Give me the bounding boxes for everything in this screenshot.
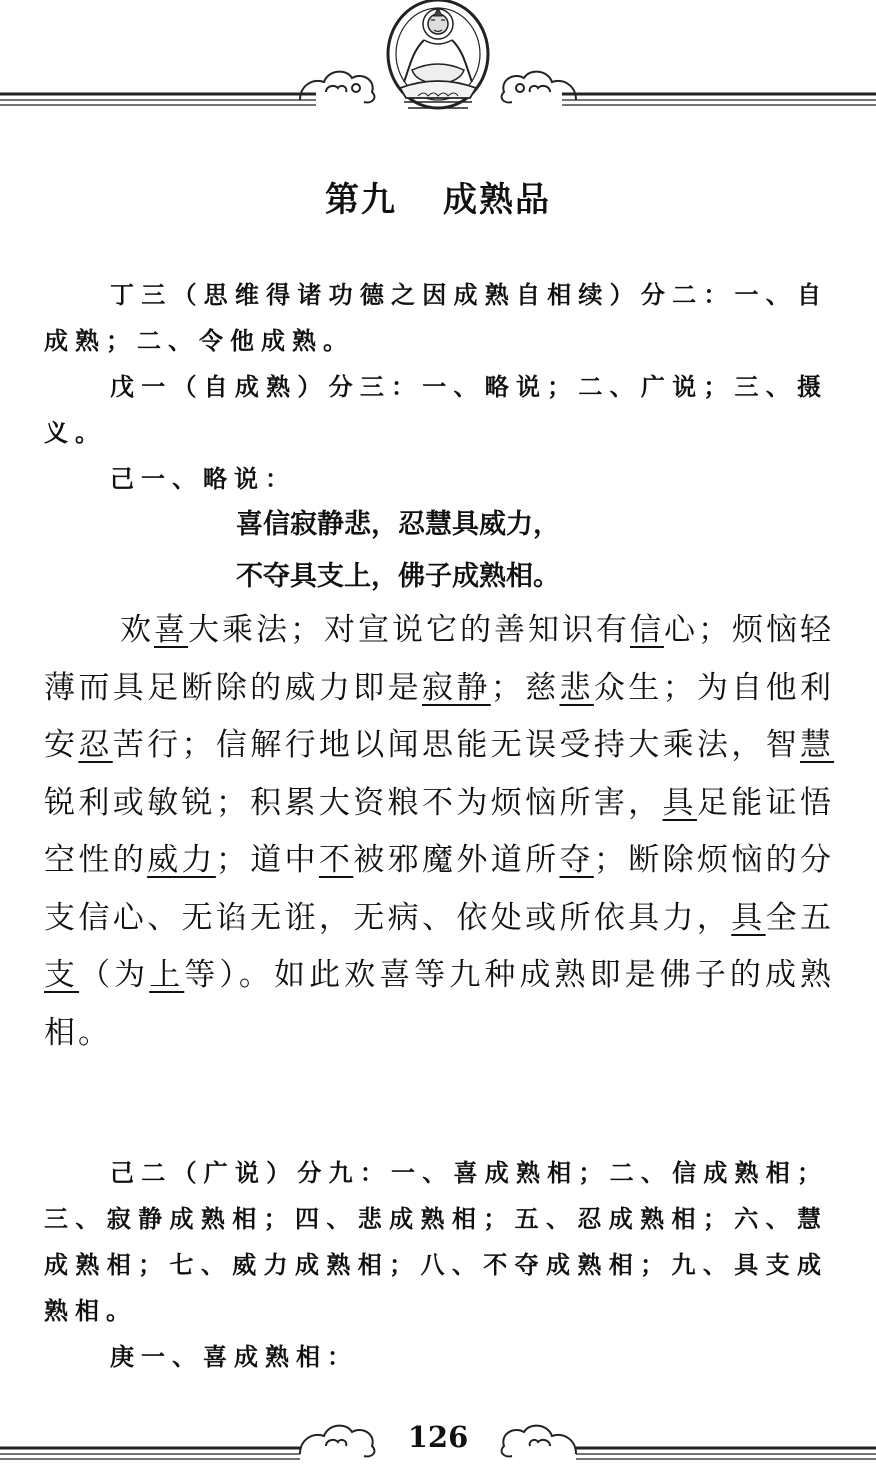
underlined-keyword: 上 (149, 957, 185, 993)
verse-line-1: 喜信寂静悲，忍慧具威力， (236, 509, 560, 540)
underlined-keyword: 喜 (154, 612, 188, 648)
underlined-keyword: 夺 (559, 842, 594, 878)
header-rule-left (0, 94, 316, 105)
commentary-text: （为 (79, 957, 150, 993)
underlined-keyword: 具 (662, 784, 697, 821)
cloud-scroll-left-icon (300, 72, 374, 103)
underlined-keyword: 支 (44, 957, 80, 993)
underlined-keyword: 信 (630, 612, 664, 648)
underlined-keyword: 具 (731, 899, 766, 936)
chapter-name: 成熟品 (443, 180, 551, 220)
commentary-text: 众生；为自他利安 (44, 669, 835, 763)
commentary-text: 苦行；信解行地以闻思能无误受持大乘法，智 (112, 727, 801, 763)
underlined-keyword: 不 (318, 842, 354, 878)
commentary-text: 心；烦恼轻薄而具足断除的威力即是 (44, 612, 834, 706)
verse-line-2: 不夺具支上，佛子成熟相。 (236, 561, 560, 592)
outline-heading-ding-san: 丁三（思维得诸功德之因成熟自相续）分二：一、自成熟；二、令他成熟。 (44, 281, 828, 355)
commentary-text: 足能证悟空性的 (44, 784, 835, 878)
page-number: 126 (407, 1420, 469, 1454)
chapter-title (0, 172, 876, 221)
commentary-text: 被邪魔外道所 (353, 842, 560, 878)
header-rule-right (562, 94, 876, 105)
chapter-number: 第九 (325, 180, 397, 220)
outline-heading-geng-yi: 庚一、喜成熟相： (110, 1343, 358, 1371)
commentary-paragraph (44, 602, 834, 1062)
commentary-text: ；道中 (215, 842, 319, 878)
underlined-keyword: 威力 (147, 842, 216, 878)
cloud-scroll-right-icon (502, 72, 576, 103)
outline-heading-wu-yi: 戊一（自成熟）分三：一、略说；二、广说；三、摄义。 (44, 373, 828, 447)
commentary-text: 锐利或敏锐；积累大资粮不为烦恼所害， (44, 784, 663, 821)
underlined-keyword: 悲 (559, 669, 594, 706)
underlined-keyword: 慧 (800, 727, 835, 763)
outline-heading-ji-yi: 己一、略说： (110, 465, 296, 493)
underlined-keyword: 寂静 (422, 669, 491, 706)
commentary-text: 大乘法；对宣说它的善知识有 (188, 612, 630, 648)
commentary-text: 等）。如此欢喜等九种成熟即是佛子的成熟相。 (44, 957, 835, 1051)
commentary-text: 欢 (120, 612, 154, 648)
commentary-text: 全五 (765, 899, 835, 936)
commentary-text: ；慈 (490, 669, 560, 706)
header-ornament (0, 0, 876, 120)
buddha-medallion-icon (388, 0, 488, 108)
outline-heading-ji-er: 己二（广说）分九：一、喜成熟相；二、信成熟相；三、寂静成熟相；四、悲成熟相；五、忍成熟相；六、慧成熟相；七、威力成熟相；八、不夺成熟相；九、具支成熟相。 (44, 1159, 828, 1325)
underlined-keyword: 忍 (78, 727, 113, 763)
commentary-text: ；断除烦恼的分支信心、无谄无诳，无病、依处或所依具力， (44, 842, 835, 936)
